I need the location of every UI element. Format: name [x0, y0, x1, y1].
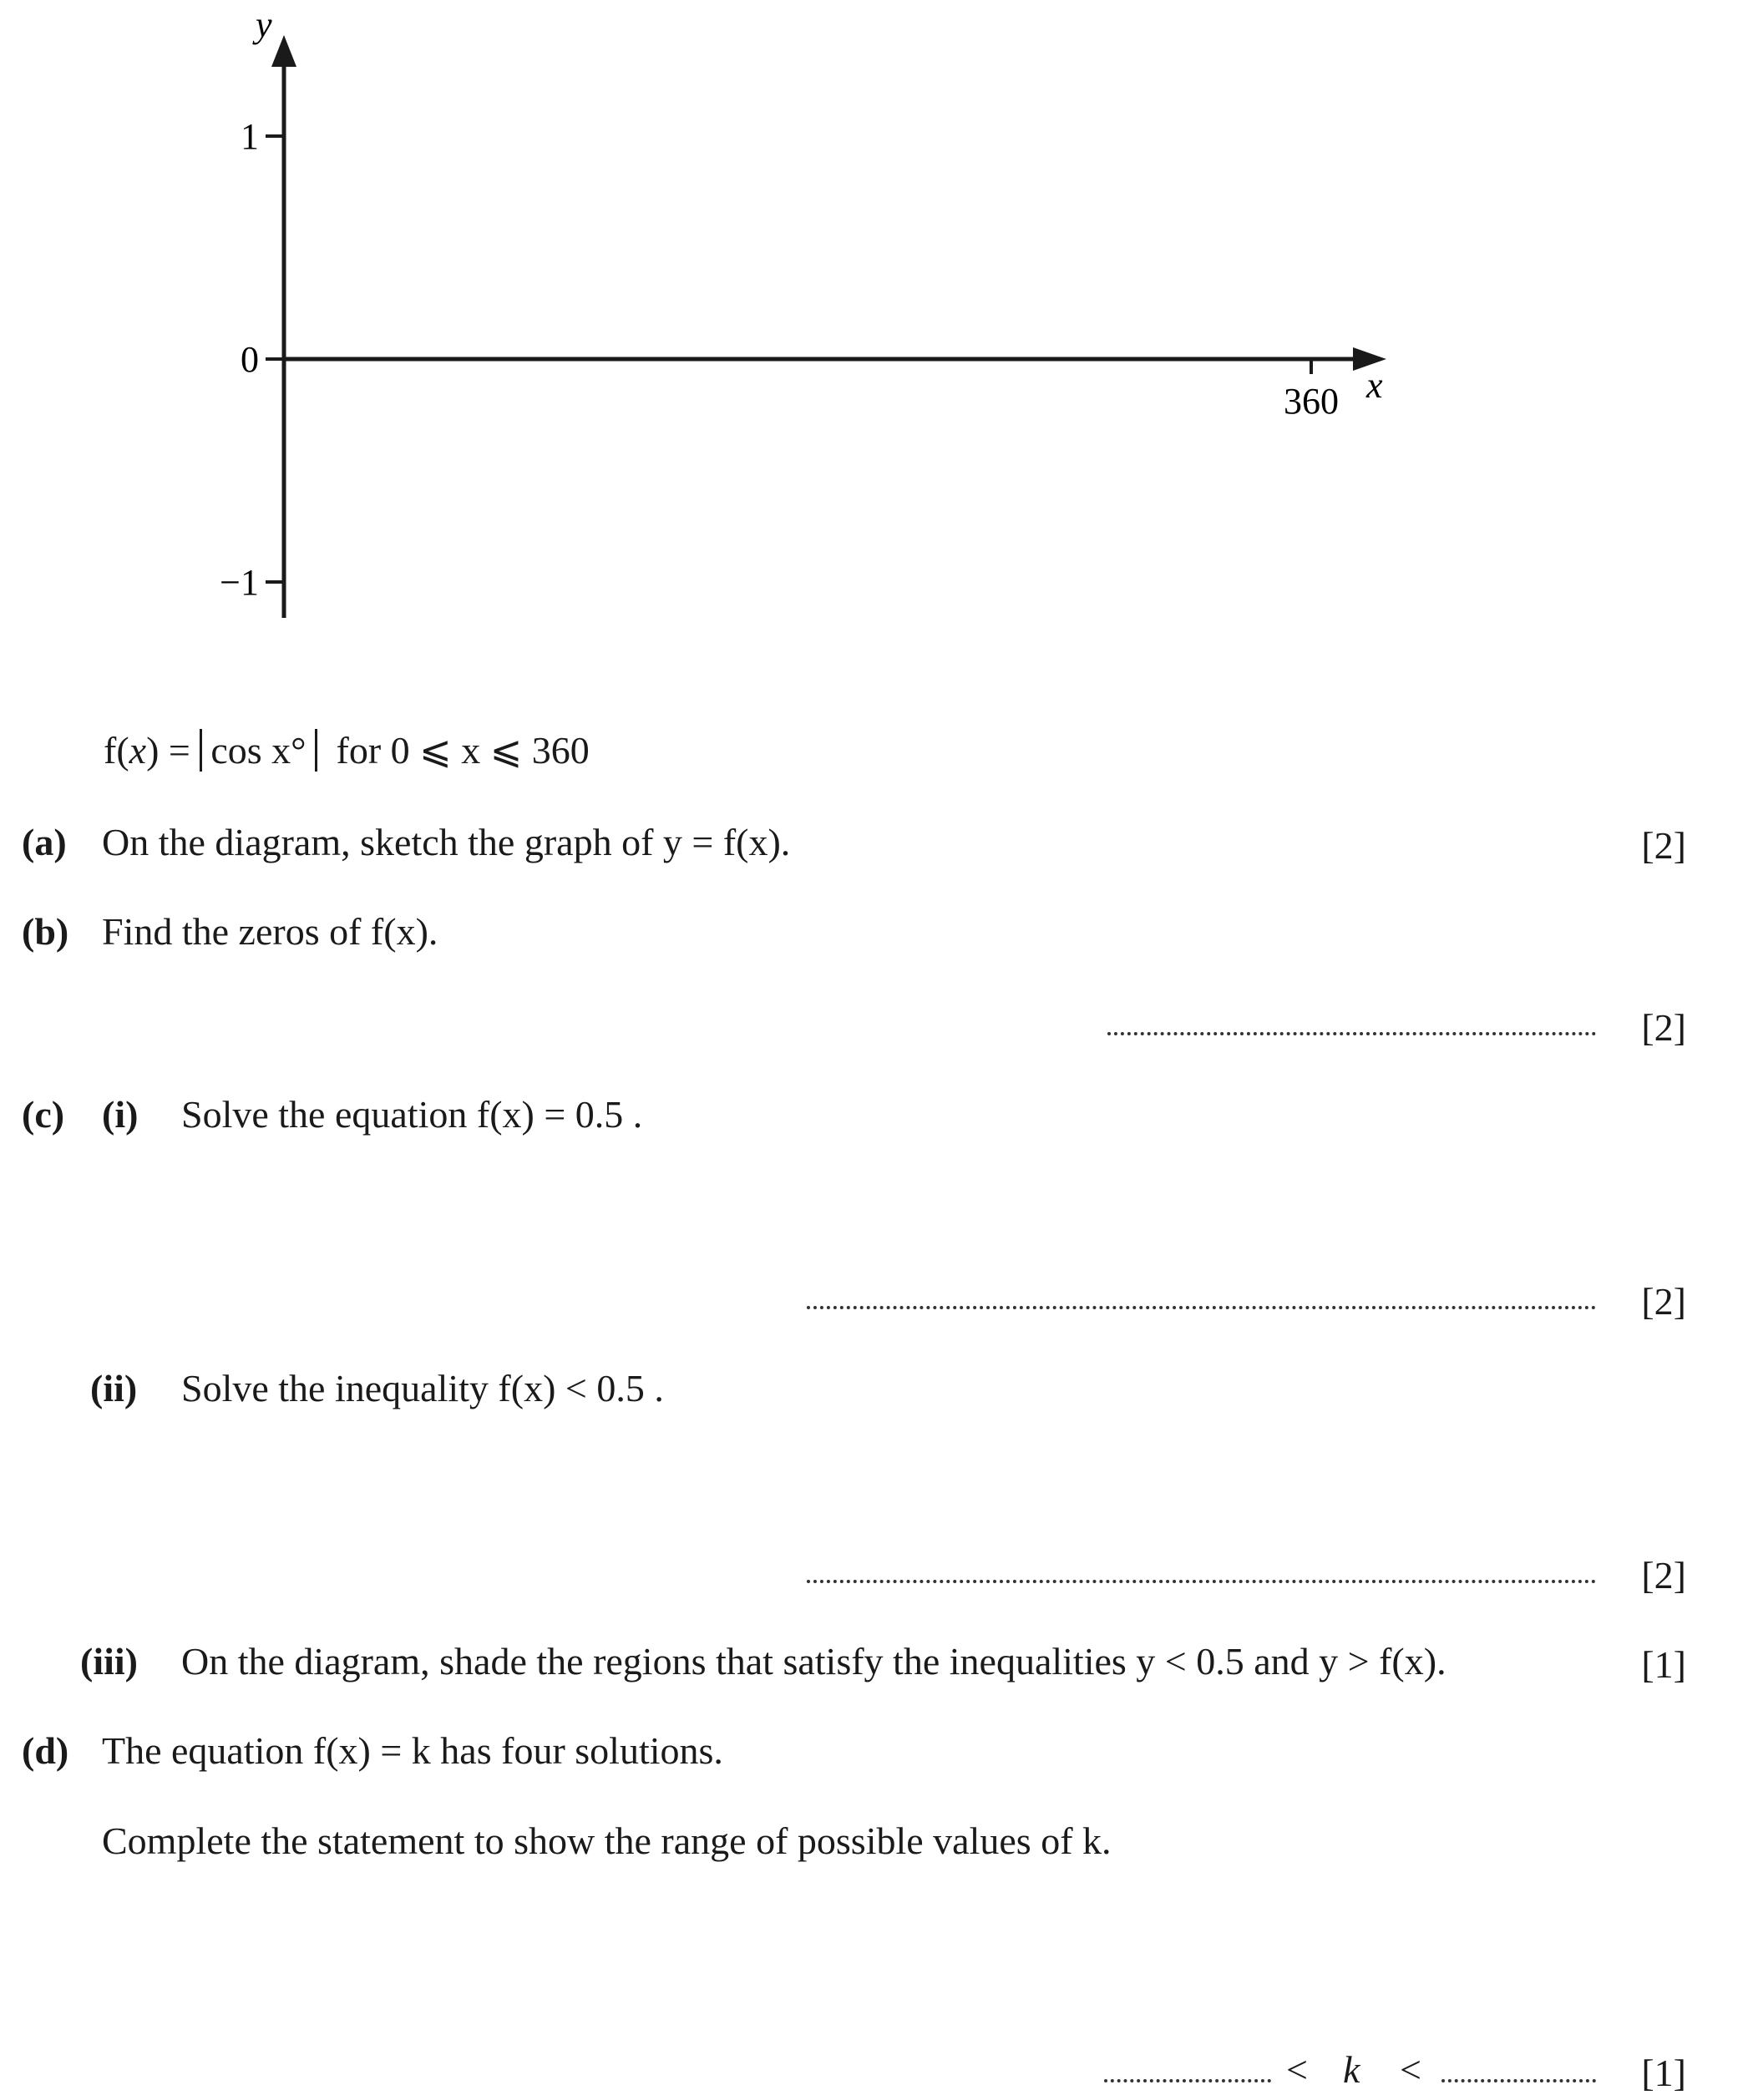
y-tick-label-neg1: −1 [220, 562, 259, 603]
part-c-ii-text: Solve the inequality f(x) < 0.5 . [181, 1367, 664, 1409]
part-c-iii-text: On the diagram, shade the regions that satisfy the inequalities y < 0.5 and y > f(x). [181, 1640, 1446, 1683]
part-d-lt-1: < [1286, 2048, 1308, 2091]
part-c-ii-marks: [2] [1641, 1554, 1686, 1597]
abs-content: cos x° [210, 729, 307, 772]
part-c-ii-label: (ii) [90, 1367, 138, 1409]
part-d-upper-bound-line[interactable] [1441, 2079, 1596, 2082]
function-mid: ) = [146, 729, 200, 772]
part-c-i-label: (i) [102, 1093, 139, 1136]
part-c-label: (c) [22, 1093, 65, 1136]
part-b-marks: [2] [1641, 1006, 1686, 1049]
y-tick-label-1: 1 [241, 116, 259, 157]
x-tick-label-360: 360 [1284, 381, 1339, 422]
x-axis-label: x [1366, 365, 1383, 406]
part-b-text: Find the zeros of f(x). [102, 910, 438, 953]
part-d-label: (d) [22, 1729, 69, 1772]
function-lhs: f( [104, 729, 129, 772]
abs-bars [200, 729, 317, 772]
part-d-lt-2: < [1400, 2048, 1421, 2091]
part-c-i-answer-line[interactable] [807, 1306, 1596, 1309]
part-c-i-text: Solve the equation f(x) = 0.5 . [181, 1093, 643, 1136]
part-c-ii-answer-line[interactable] [807, 1580, 1596, 1583]
part-a-marks: [2] [1641, 824, 1686, 867]
part-d-k: k [1343, 2048, 1360, 2091]
part-c-iii-marks: [1] [1641, 1643, 1686, 1686]
part-d-instruction: Complete the statement to show the range of possible values of k. [102, 1819, 1112, 1862]
function-definition [104, 731, 590, 770]
part-b-label: (b) [22, 910, 69, 953]
part-c-i-marks: [2] [1641, 1280, 1686, 1323]
part-b-answer-line[interactable] [1107, 1032, 1596, 1035]
part-a-text: On the diagram, sketch the graph of y = f(x). [102, 821, 791, 863]
part-d-lower-bound-line[interactable] [1104, 2079, 1271, 2082]
y-tick-label-0: 0 [241, 339, 259, 380]
part-d-text: The equation f(x) = k has four solutions. [102, 1729, 723, 1772]
function-var: x [129, 729, 147, 772]
part-a-label: (a) [22, 821, 67, 863]
part-c-iii-label: (iii) [80, 1640, 138, 1683]
axes-diagram [0, 0, 1753, 668]
function-domain: for 0 ⩽ x ⩽ 360 [336, 729, 590, 772]
y-axis-arrowhead [271, 35, 296, 67]
y-axis-label: y [256, 4, 272, 45]
part-d-marks: [1] [1641, 2052, 1686, 2094]
